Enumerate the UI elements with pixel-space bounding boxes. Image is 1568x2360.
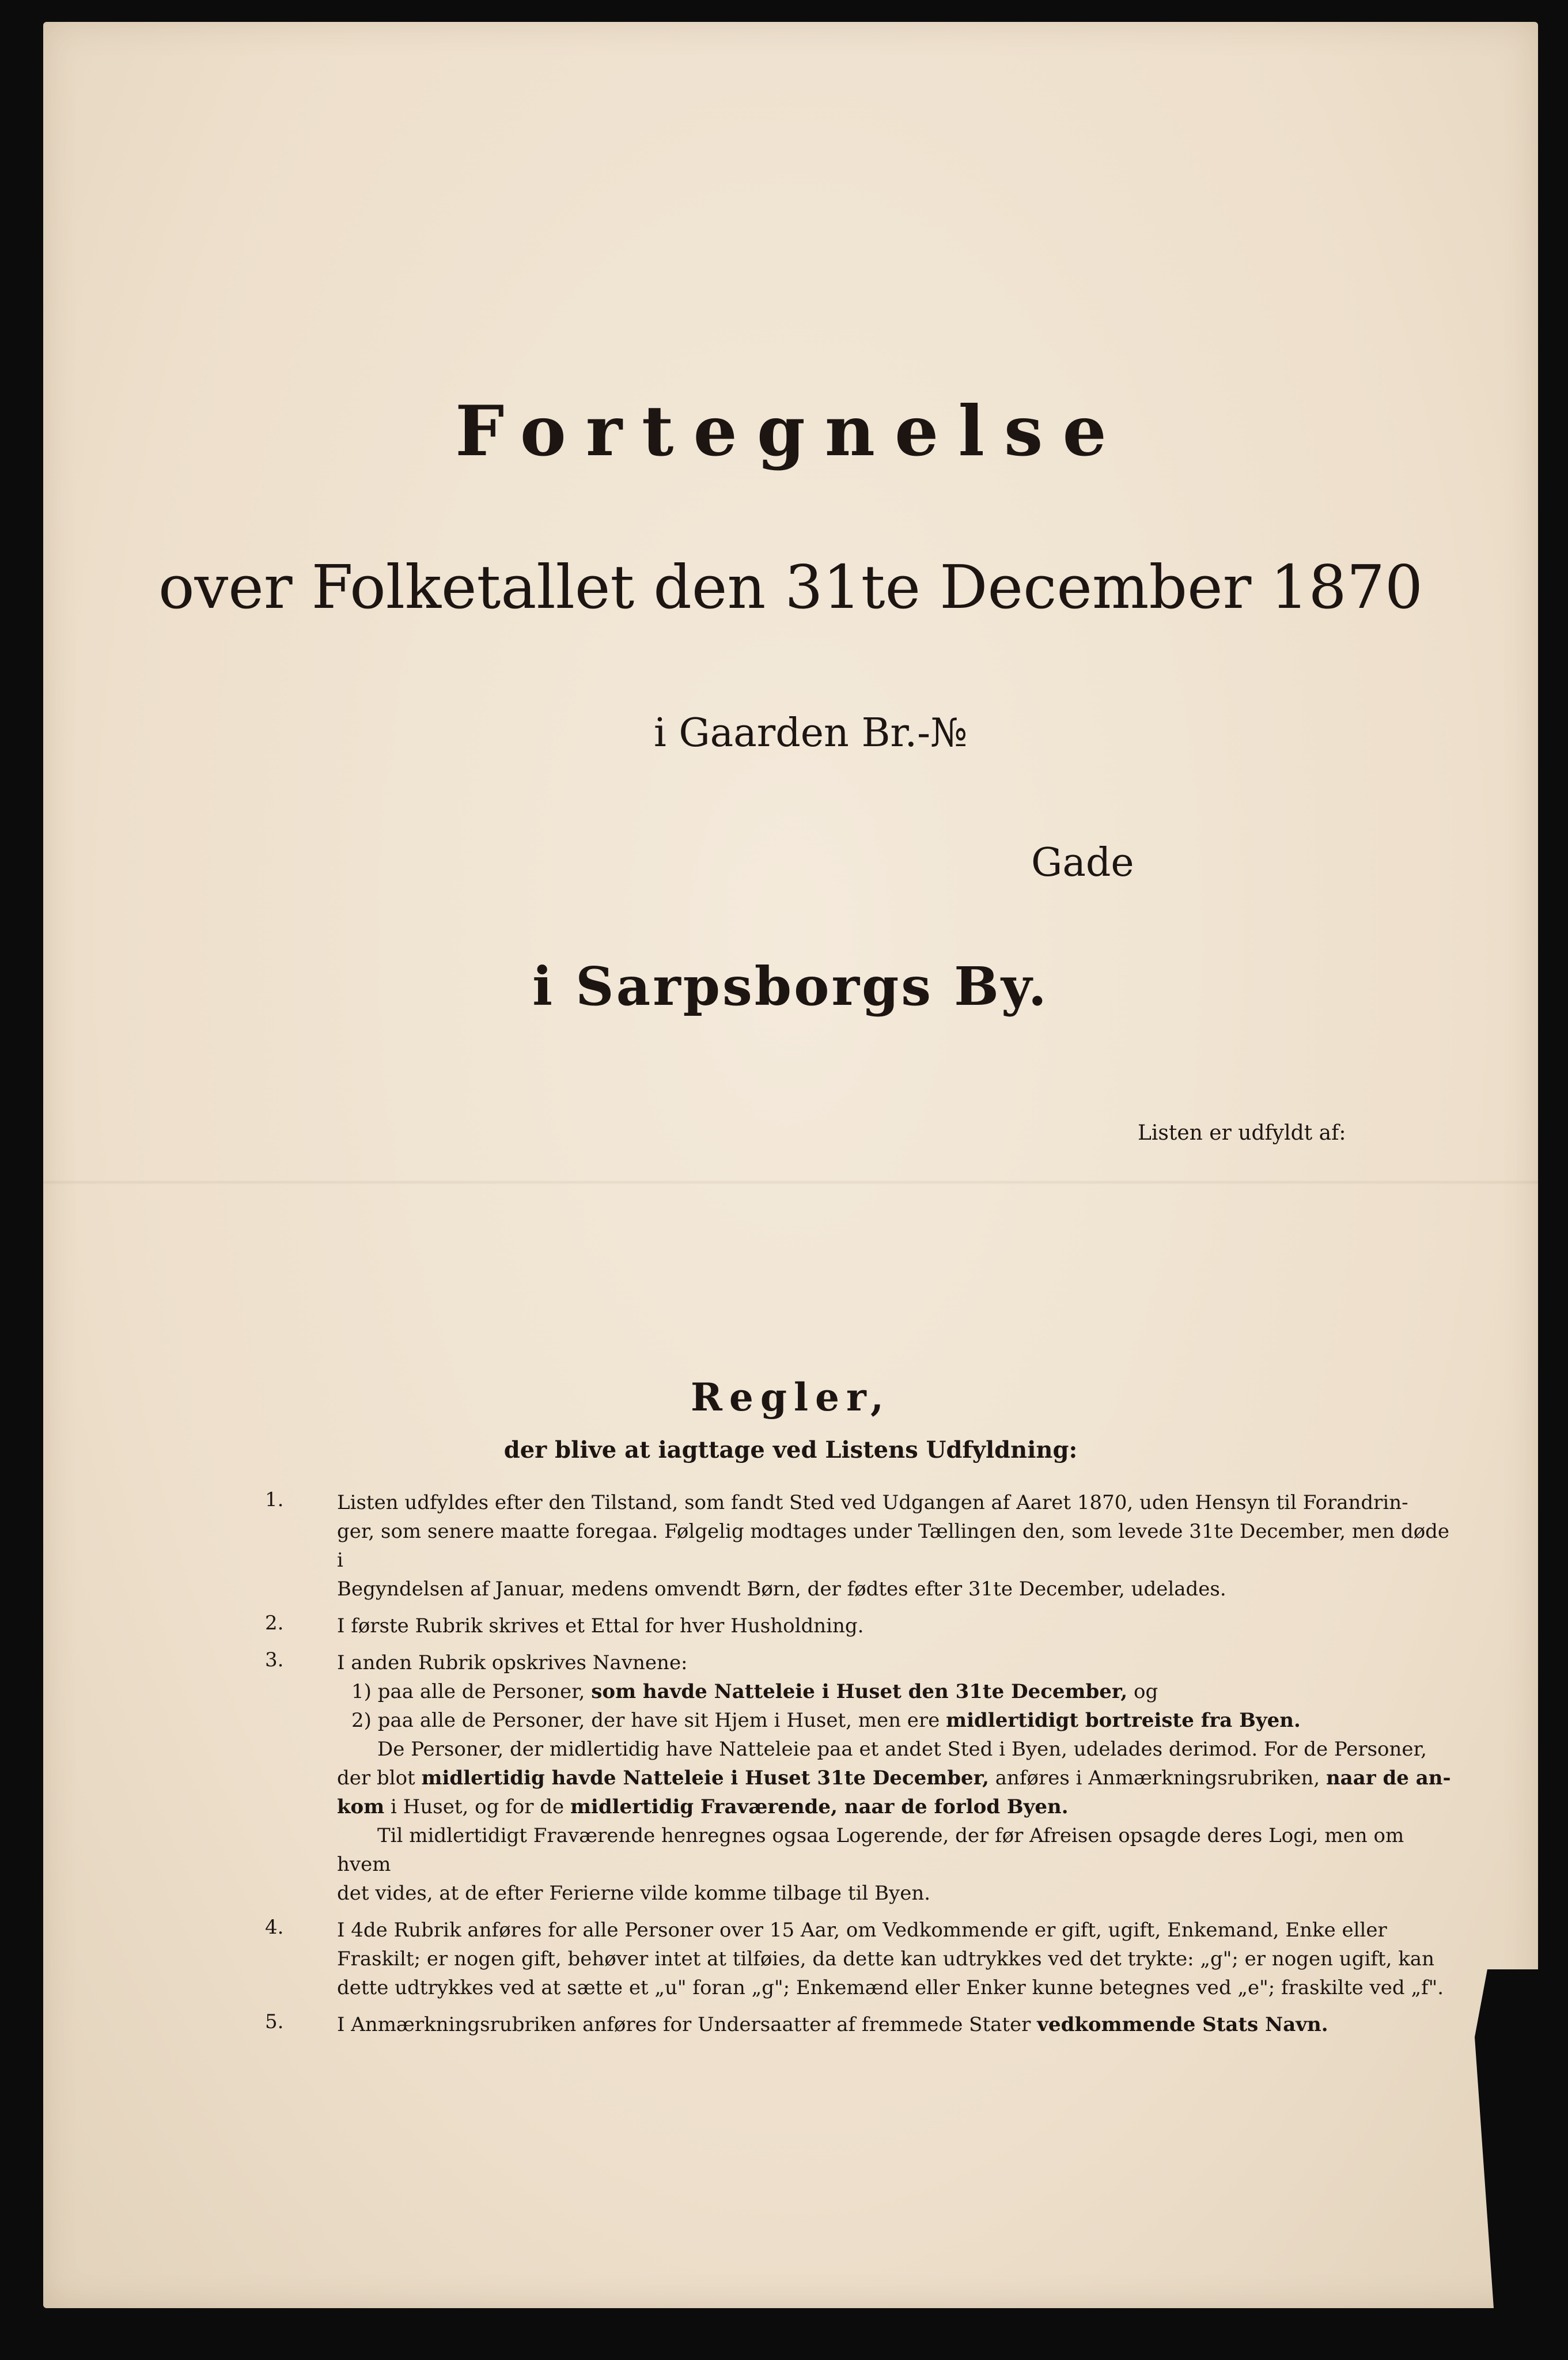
rule-5 — [265, 2010, 1452, 2039]
rule-item-1: 1) paa alle de Personer, som havde Natteleie i Huset den 31te December, og — [351, 1680, 1158, 1703]
rules-list — [265, 1488, 1452, 2047]
rule-2 — [265, 1612, 1452, 1640]
rule-line: det vides, at de efter Ferierne vilde komme tilbage til Byen. — [337, 1882, 931, 1905]
rule-number: 2. — [265, 1612, 284, 1635]
rule-line: I første Rubrik skrives et Ettal for hver Husholdning. — [337, 1614, 864, 1637]
form-subtitle: over Folketallet den 31te December 1870 — [158, 552, 1423, 622]
rule-line: der blot midlertidig havde Natteleie i Huset 31te December, anføres i Anmærkningsrubriken, naar de an- — [337, 1767, 1451, 1790]
rule-number: 5. — [265, 2010, 284, 2033]
farm-number-line: i Gaarden Br.-№ — [654, 710, 968, 756]
rule-line: Fraskilt; er nogen gift, behøver intet at tilføies, da dette kan udtrykkes ved det trykte: „g"; er nogen ugift, kan — [337, 1947, 1434, 1971]
town-line: i Sarpsborgs By. — [532, 955, 1049, 1018]
rule-3 — [265, 1648, 1452, 1908]
torn-edge — [1475, 1969, 1538, 2308]
rule-paragraph: De Personer, der midlertidig have Natteleie paa et andet Sted i Byen, udelades derimod. For de Personer, — [377, 1738, 1427, 1761]
rule-line: dette udtrykkes ved at sætte et „u" foran „g"; Enkemænd eller Enker kunne betegnes ved „e"; fraskilte ved „f". — [337, 1976, 1444, 1999]
rule-number: 1. — [265, 1488, 284, 1511]
rule-line: Listen udfyldes efter den Tilstand, som fandt Sted ved Udgangen af Aaret 1870, uden Hensyn til Forandrin- — [337, 1491, 1408, 1514]
rule-line: I anden Rubrik opskrives Navnene: — [337, 1651, 688, 1674]
rule-paragraph: Til midlertidigt Fraværende henregnes ogsaa Logerende, der før Afreisen opsagde deres Logi, men om hvem — [337, 1824, 1404, 1876]
rule-1 — [265, 1488, 1452, 1603]
rule-number: 3. — [265, 1648, 284, 1671]
rule-item-2: 2) paa alle de Personer, der have sit Hjem i Huset, men ere midlertidigt bortreiste fra Byen. — [351, 1709, 1301, 1732]
rule-line: ger, som senere maatte foregaa. Følgelig modtages under Tællingen den, som levede 31te December, men døde i — [337, 1520, 1450, 1572]
filled-by-label: Listen er udfyldt af: — [1138, 1121, 1346, 1145]
street-label: Gade — [1031, 840, 1134, 886]
form-title: Fortegnelse — [455, 391, 1126, 472]
paper-fold — [43, 1180, 1538, 1185]
census-form-page — [43, 22, 1538, 2308]
rule-line: I 4de Rubrik anføres for alle Personer over 15 Aar, om Vedkommende er gift, ugift, Enkemand, Enke eller — [337, 1919, 1387, 1942]
rule-line: I Anmærkningsrubriken anføres for Undersaatter af fremmede Stater vedkommende Stats Navn. — [337, 2013, 1328, 2036]
rule-line: Begyndelsen af Januar, medens omvendt Børn, der fødtes efter 31te December, udelades. — [337, 1578, 1226, 1601]
rules-title: Regler, — [690, 1375, 891, 1420]
rule-line: kom i Huset, og for de midlertidig Fraværende, naar de forlod Byen. — [337, 1795, 1069, 1818]
rule-number: 4. — [265, 1916, 284, 1939]
rule-4 — [265, 1916, 1452, 2002]
rules-subtitle: der blive at iagttage ved Listens Udfyldning: — [503, 1436, 1078, 1463]
